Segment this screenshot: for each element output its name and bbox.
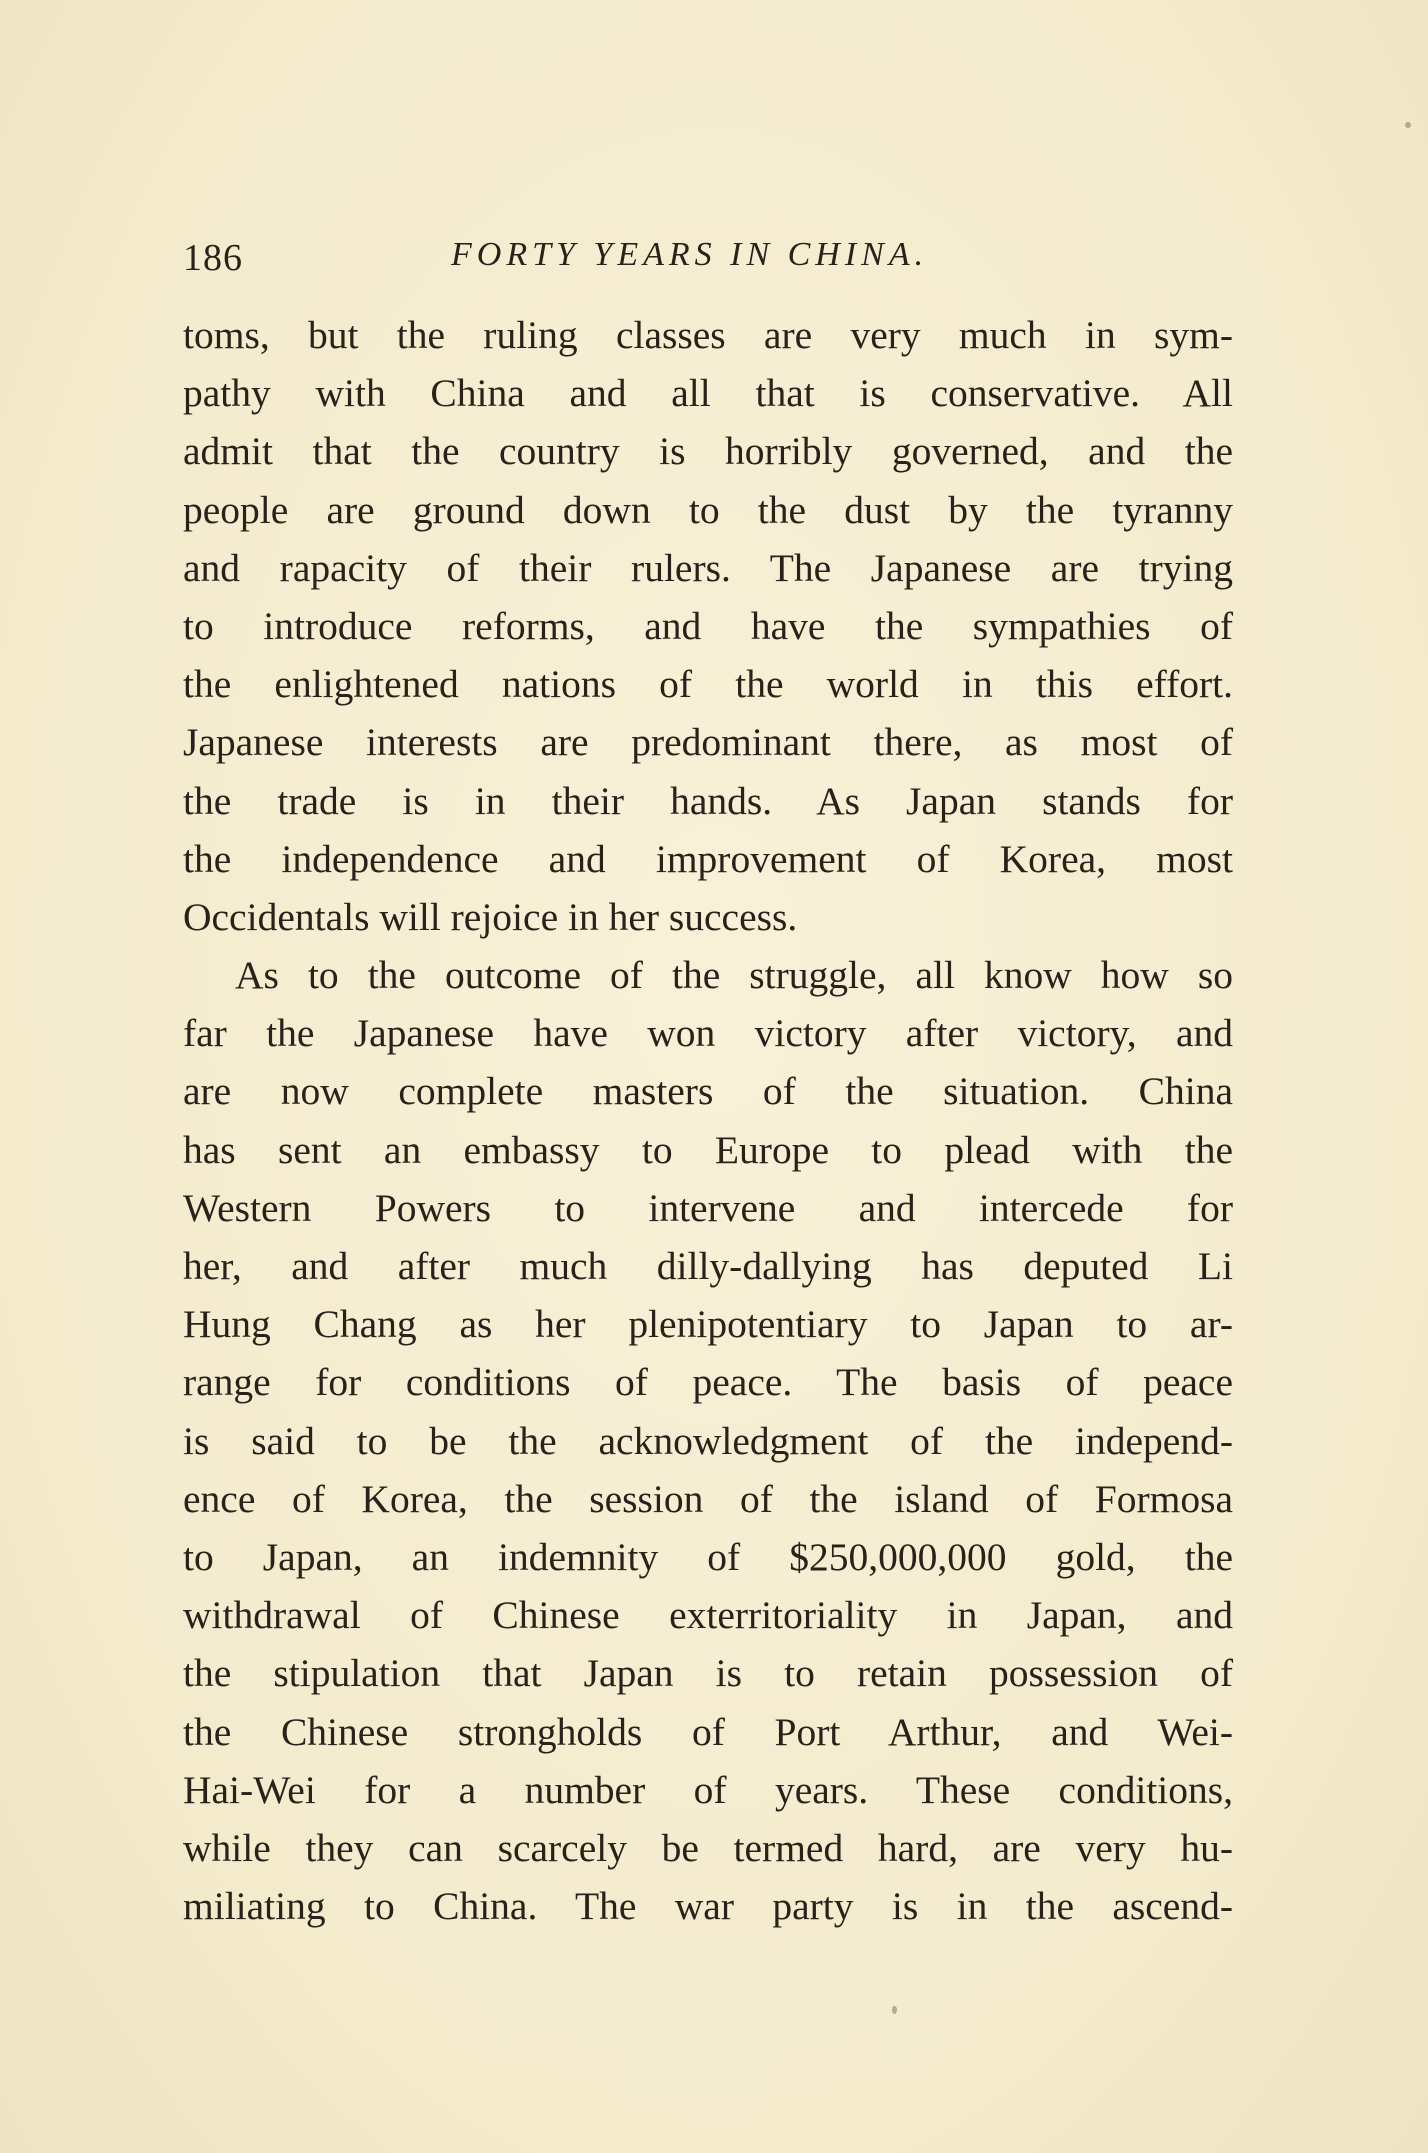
page-header [183, 236, 1233, 286]
paragraph-end-line: Occidentals will rejoice in her success. [183, 894, 798, 939]
text-line: Hung Chang as her plenipotentiary to Japan to ar- [183, 1302, 1233, 1347]
paper-speck [1405, 122, 1411, 128]
text-line: ence of Korea, the session of the island of Formosa [183, 1476, 1233, 1521]
text-line: to Japan, an indemnity of $250,000,000 gold, the [183, 1534, 1233, 1579]
text-line: while they can scarcely be termed hard, are very hu- [183, 1825, 1233, 1870]
text-line: range for conditions of peace. The basis of peace [183, 1360, 1233, 1405]
body-text [183, 306, 1233, 1935]
text-line: the stipulation that Japan is to retain possession of [183, 1651, 1233, 1696]
paper-speck [892, 2006, 897, 2014]
text-line: her, and after much dilly-dallying has deputed Li [183, 1244, 1233, 1288]
text-line: to introduce reforms, and have the sympathies of [183, 603, 1233, 648]
running-head: FORTY YEARS IN CHINA. [451, 236, 929, 273]
text-line: admit that the country is horribly governed, and the [183, 429, 1233, 474]
paragraph-start-line: As to the outcome of the struggle, all know how so [235, 953, 1233, 998]
page-number: 186 [183, 237, 243, 279]
text-line: the independence and improvement of Korea, most [183, 836, 1233, 881]
text-line: is said to be the acknowledgment of the independ- [183, 1418, 1233, 1463]
text-line: far the Japanese have won victory after victory, and [183, 1011, 1233, 1056]
text-line: Japanese interests are predominant there, as most of [183, 720, 1233, 765]
text-line: miliating to China. The war party is in the ascend- [183, 1884, 1233, 1929]
text-line: are now complete masters of the situation. China [183, 1069, 1233, 1114]
text-line: withdrawal of Chinese exterritoriality in Japan, and [183, 1593, 1233, 1638]
text-line: the Chinese strongholds of Port Arthur, and Wei- [183, 1709, 1233, 1754]
text-line: the trade is in their hands. As Japan stands for [183, 778, 1233, 823]
text-line: the enlightened nations of the world in this effort. [183, 662, 1233, 707]
text-line: and rapacity of their rulers. The Japanese are trying [183, 545, 1233, 590]
text-line: Hai-Wei for a number of years. These conditions, [183, 1767, 1233, 1812]
text-line: toms, but the ruling classes are very much in sym- [183, 313, 1233, 357]
text-line: pathy with China and all that is conservative. All [183, 371, 1233, 416]
text-line: has sent an embassy to Europe to plead with the [183, 1127, 1233, 1172]
text-line: people are ground down to the dust by the tyranny [183, 487, 1233, 532]
text-line: Western Powers to intervene and intercede for [183, 1185, 1233, 1230]
